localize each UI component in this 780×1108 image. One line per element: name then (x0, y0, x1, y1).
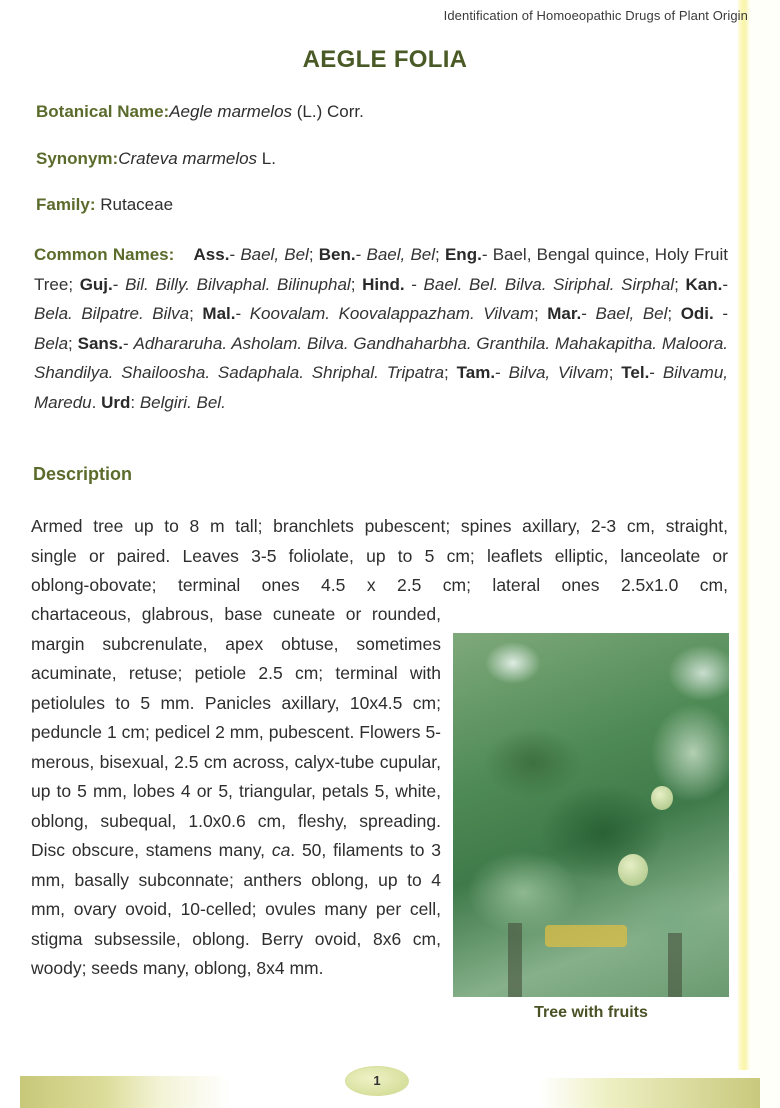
synonym-species: Crateva marmelos (118, 149, 258, 168)
photo-fruit (618, 854, 648, 886)
separator: - (481, 245, 493, 264)
description-body (31, 600, 441, 984)
common-name-entry (547, 304, 680, 323)
vernacular-names: Bael, Bel (240, 245, 309, 264)
vernacular-names: Bael, Bel (366, 245, 436, 264)
language-abbrev: Guj. (79, 274, 113, 294)
separator: ; (68, 274, 80, 294)
separator: ; (667, 304, 681, 324)
photo-trunk (668, 933, 682, 997)
family-label: Family: (36, 195, 96, 214)
vernacular-names: Bilvamu, Maredu (34, 363, 728, 412)
page-title: AEGLE FOLIA (302, 46, 468, 73)
separator: - (722, 274, 728, 294)
tree-photo (453, 633, 729, 997)
language-abbrev: Urd (101, 392, 131, 412)
description-line: Armed tree up to 8 m tall; branchlets pubescent; spines axillary, 2-3 cm, straight, (31, 516, 728, 536)
language-abbrev: Hind. (362, 274, 405, 294)
separator: - (122, 333, 134, 353)
botanical-name-species: Aegle marmelos (169, 102, 293, 121)
language-abbrev: Tam. (456, 363, 496, 383)
vernacular-names: Bael, Bel (595, 304, 668, 324)
common-name-entry (319, 245, 445, 264)
footer-band-right (540, 1078, 760, 1108)
photo-trunk (508, 923, 522, 997)
language-abbrev: Odi. (680, 304, 714, 324)
synonym (36, 149, 276, 169)
footer-band-left (20, 1076, 160, 1108)
language-abbrev: Eng. (444, 245, 482, 264)
description-line: oblong-obovate; terminal ones 4.5 x 2.5 cm; lateral ones 2.5x1.0 cm, (31, 575, 728, 595)
common-names (34, 240, 728, 418)
botanical-name-label: Botanical Name: (36, 102, 170, 121)
separator: - (713, 304, 728, 324)
photo-fruit (651, 786, 673, 810)
separator: ; (674, 274, 686, 294)
vernacular-names: Belgiri. Bel. (139, 392, 226, 412)
common-names-list (34, 245, 728, 412)
page-edge-strip (738, 0, 750, 1070)
language-abbrev: Sans. (77, 333, 123, 353)
separator: - (495, 363, 509, 383)
running-header: Identification of Homoeopathic Drugs of Plant Origin (443, 8, 748, 23)
figure-caption: Tree with fruits (534, 1004, 648, 1021)
separator: ; (435, 245, 445, 264)
common-name-entry (362, 275, 685, 294)
language-abbrev: Kan. (685, 274, 723, 294)
description-text-a: chartaceous, glabrous, base cuneate or rounded, margin subcrenulate, apex obtuse, sometimes acuminate, retuse; petiole 2.5 cm; terminal with petiolules to 5 mm. Panicles axillary, 10x4.5 cm; peduncle 1 cm; pedicel 2 mm, pubescent. Flowers 5-merous, bisexual, 2.5 cm across, calyx-tube cupular, up to 5 mm, lobes 4 or 5, triangular, petals 5, white, oblong, subequal, 1.0x0.6 cm, fleshy, spreading. Disc obscure, stamens many, (31, 604, 441, 860)
description-intro (31, 512, 728, 601)
language-abbrev: Mar. (547, 304, 582, 324)
common-name-entry (194, 245, 319, 264)
vernacular-names: Bil. Billy. Bilvaphal. Bilinuphal (125, 274, 351, 294)
separator: - (355, 245, 367, 264)
vernacular-names: Bael. Bel. Bilva. Siriphal. Sirphal (423, 274, 675, 294)
vernacular-names: Bilva, Vilvam (508, 363, 609, 383)
common-name-entry (101, 393, 226, 412)
botanical-name-authority: (L.) Corr. (292, 102, 364, 121)
footer-band-left-fade (160, 1076, 230, 1108)
separator: ; (444, 363, 457, 383)
common-names-label: Common Names: (34, 245, 175, 264)
synonym-label: Synonym: (36, 149, 119, 168)
common-name-entry (457, 363, 622, 382)
separator: ; (308, 245, 319, 264)
description-heading: Description (33, 464, 133, 484)
separator: ; (189, 304, 203, 324)
common-name-entry (80, 275, 362, 294)
vernacular-names: Bela. Bilpatre. Bilva (34, 304, 190, 324)
description-line: single or paired. Leaves 3-5 foliolate, up to 5 cm; leaflets elliptic, lanceolate or (31, 545, 728, 566)
family-value: Rutaceae (95, 195, 174, 214)
description-abbrev: ca (271, 840, 291, 860)
separator: - (649, 363, 663, 383)
separator: - (112, 274, 126, 294)
separator: - (235, 304, 250, 324)
vernacular-names: Koovalam. Koovalappazham. Vilvam (249, 304, 534, 324)
vernacular-names: Bela (34, 333, 69, 353)
common-name-entry (202, 304, 547, 323)
synonym-authority: L. (257, 149, 276, 168)
separator: - (229, 245, 241, 264)
page-margin (750, 0, 780, 1108)
description-text-b: . 50, filaments to 3 mm, basally subconnate; anthers oblong, up to 4 mm, ovary ovoid, 10-celled; ovules many per cell, stigma subsessile, oblong. Berry ovoid, 8x6 cm, woody; seeds many, oblong, 8x4 mm. (31, 840, 441, 978)
language-abbrev: Ass. (193, 245, 230, 264)
separator: ; (533, 304, 548, 324)
separator: ; (350, 274, 363, 294)
family (36, 195, 173, 215)
language-abbrev: Mal. (202, 304, 236, 324)
vernacular-names: Adhararuha. Asholam. Bilva. Gandhaharbha. Granthila. Mahakapitha. Maloora. Shandilya. Shailoosha. Sadaphala. Shriphal. Tripatra (34, 333, 728, 383)
separator: - (581, 304, 596, 324)
botanical-name (36, 102, 364, 122)
page-number: 1 (345, 1066, 409, 1096)
separator: ; (608, 363, 622, 383)
separator: : (130, 392, 140, 412)
separator: - (404, 274, 424, 294)
language-abbrev: Ben. (318, 245, 356, 264)
language-abbrev: Tel. (621, 363, 650, 383)
photo-trunk-band (545, 925, 627, 947)
vernacular-names: Bael, Bengal quince, Holy Fruit Tree (34, 245, 729, 294)
separator: . (91, 392, 102, 412)
separator: ; (68, 333, 78, 353)
